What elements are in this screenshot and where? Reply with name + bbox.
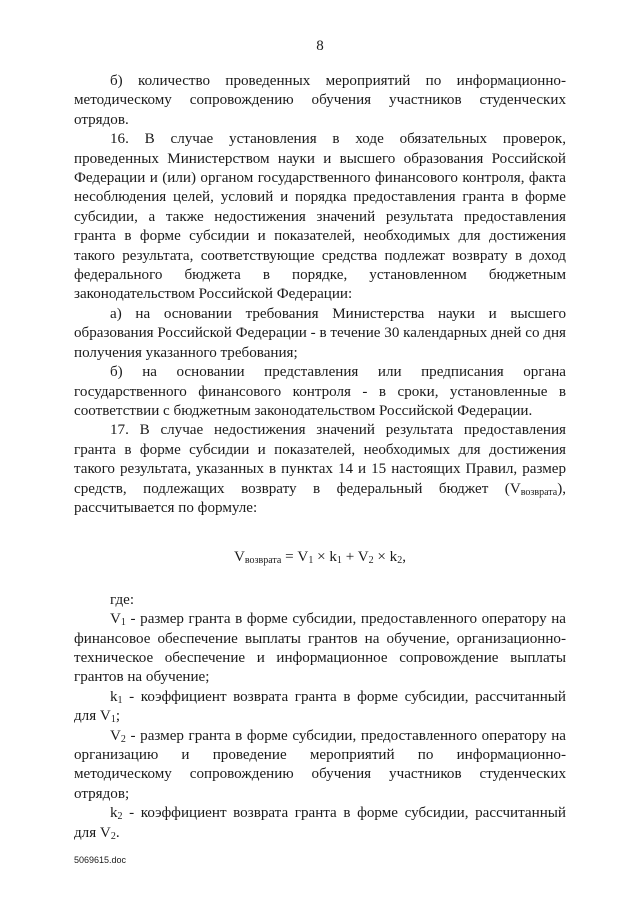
paragraph-b-events: б) количество проведенных мероприятий по информационно-методическому сопровождению обучения участников студенческих отрядов. (74, 73, 566, 128)
paragraph-16b: б) на основании представления или предписания органа государственного финансового контроля - в сроки, установленные в соответствии с бюджетным законодательством Российской Федерации. (74, 364, 566, 419)
document-body (74, 72, 566, 843)
return-formula: $V_{возврата} = V_1 \times k_1 + V_2 \times k_2$, (234, 549, 406, 567)
definition-v2: $V_2$ - размер гранта в форме субсидии, предоставленного оператору на организацию и проведение мероприятий по информационно-методическому сопровождению обучения участников студенческих отрядов; (74, 727, 566, 802)
paragraph-17 (74, 421, 566, 518)
paragraph-17-text: 17. В случае недостижения значений результата предоставления гранта в форме субсидии и показателей, необходимых для достижения такого результата, указанных в пунктах 14 и 15 настоящих Правил, размер средств, подлежащих возврату в федеральный бюджет (V (74, 422, 566, 497)
paragraph-16: 16. В случае установления в ходе обязательных проверок, проведенных Министерством науки и высшего образования Российской Федерации и (или) органом государственного финансового контроля, факта несоблюдения целей, условий и порядка предоставления гранта в форме субсидии, а также недостижения значений результата предоставления гранта в форме субсидии и показателей, необходимых для достижения такого результата, соответствующие средства подлежат возврату в доход федерального бюджета в порядке, установленном бюджетным законодательством Российской Федерации: (74, 131, 566, 303)
page-number: 8 (316, 38, 324, 54)
where-label: где: (110, 591, 135, 608)
definition-k2: $k_2$ - коэффициент возврата гранта в форме субсидии, рассчитанный для $V_2$. (74, 805, 566, 842)
paragraph-17-subscript: возврата (520, 486, 558, 498)
document-footer: 5069615.doc (74, 855, 127, 865)
definition-v1: $V_1$ - размер гранта в форме субсидии, предоставленного оператору на финансовое обеспечение выплаты грантов на обучение, организационно-техническое обеспечение и информационное сопровождение выплаты грантов на обучение; (74, 611, 566, 686)
definition-k1: $k_1$ - коэффициент возврата гранта в форме субсидии, рассчитанный для $V_1$; (74, 688, 566, 726)
paragraph-16a: а) на основании требования Министерства науки и высшего образования Российской Федерации - в течение 30 календарных дней со дня получения указанного требования; (74, 305, 566, 361)
paragraph-17-end: ), рассчитывается по формуле: (74, 480, 566, 516)
